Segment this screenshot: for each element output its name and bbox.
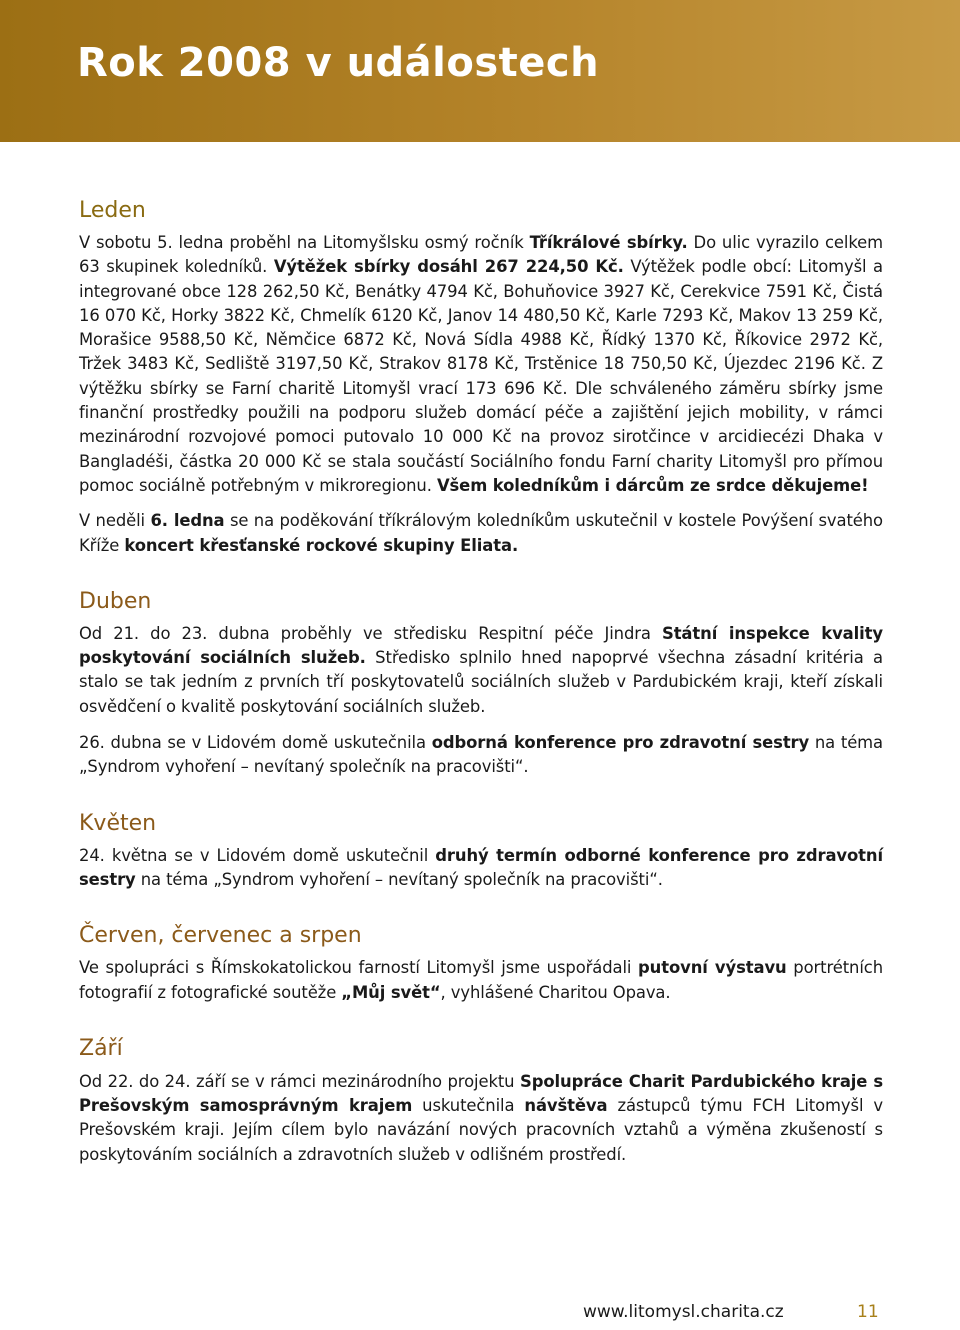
section-heading-cerven-cervenec-srpen: Červen, červenec a srpen bbox=[79, 923, 362, 949]
emphasis-text: Všem koledníkům i dárcům ze srdce děkujeme! bbox=[436, 475, 869, 495]
emphasis-text: koncert křesťanské rockové skupiny Eliata. bbox=[124, 535, 519, 555]
emphasis-text: druhý termín odborné konference pro zdravotní sestry bbox=[79, 845, 883, 889]
emphasis-text: putovní výstavu bbox=[638, 958, 787, 978]
title-banner bbox=[0, 0, 960, 142]
emphasis-text: Výtěžek sbírky dosáhl 267 224,50 Kč. bbox=[273, 257, 624, 277]
paragraph: Od 21. do 23. dubna proběhly ve středisku Respitní péče Jindra Státní inspekce kvality poskytování sociálních služeb. Středisko splnilo hned napoprvé všechna zásadní kritéria a stalo se tak jedním z prvních tří poskytovatelů sociálních služeb v Pardubickém kraji, kteří získali osvědčení o kvalitě poskytování sociálních služeb. bbox=[79, 623, 884, 716]
paragraph: 24. května se v Lidovém domě uskutečnil druhý termín odborné konference pro zdravotní sestry na téma „Syndrom vyhoření – nevítaný společník na pracovišti“. bbox=[79, 845, 883, 889]
emphasis-text: 6. ledna bbox=[150, 511, 225, 531]
paragraph: Ve spolupráci s Římskokatolickou farností Litomyšl jsme uspořádali putovní výstavu portrétních fotografií z fotografické soutěže „Můj svět“, vyhlášené Charitou Opava. bbox=[79, 958, 883, 1002]
paragraph: 26. dubna se v Lidovém domě uskutečnila odborná konference pro zdravotní sestry na téma „Syndrom vyhoření – nevítaný společník na pracovišti“. bbox=[79, 733, 883, 777]
paragraph: V sobotu 5. ledna proběhl na Litomyšlsku osmý ročník Tříkrálové sbírky. Do ulic vyrazilo celkem 63 skupinek koledníků. Výtěžek sbírky dosáhl 267 224,50 Kč. Výtěžek podle obcí: Litomyšl a integrované obce 128 262,50 Kč, Benátky 4794 Kč, Bohuňovice 3927 Kč, Cerekvice 7591 Kč, Čistá 16 070 Kč, Horky 3822 Kč, Chmelík 6120 Kč, Janov 14 480,50 Kč, Karle 7293 Kč, Makov 13 259 Kč, Morašice 9588,50 Kč, Němčice 6872 Kč, Nová Sídla 4988 Kč, Řídký 1370 Kč, Říkovice 2972 Kč, Tržek 3483 Kč, Sedliště 3197,50 Kč, Strakov 8178 Kč, Trstěnice 18 750,50 Kč, Újezdec 2196 Kč. Z výtěžku sbírky se Farní charitě Litomyšl vrací 173 696 Kč. Dle schváleného záměru sbírky jsme finanční prostředky použili na podporu služeb domácí péče a zajištění jejich mobility, v rámci mezinárodní rozvojové pomoci putovalo 10 000 Kč na provoz sirotčince v arcidiecézi Dhaka v Bangladéši, částka 20 000 Kč se stala součástí Sociálního fondu Farní charity Litomyšl pro přímou pomoc sociálně potřebným v mikroregionu. Všem koledníkům i dárcům ze srdce děkujeme! bbox=[79, 233, 883, 495]
emphasis-text: „Můj svět“ bbox=[341, 982, 441, 1002]
footer-website-url: www.litomysl.charita.cz bbox=[583, 1302, 784, 1322]
section-heading-leden: Leden bbox=[79, 198, 146, 223]
page-number: 11 bbox=[857, 1302, 879, 1322]
emphasis-text: návštěva bbox=[524, 1096, 608, 1116]
section-heading-zari: Září bbox=[79, 1035, 123, 1061]
page-title: Rok 2008 v událostech bbox=[77, 40, 600, 86]
emphasis-text: Státní inspekce kvality poskytování sociálních služeb. bbox=[79, 623, 883, 668]
paragraph: Od 22. do 24. září se v rámci mezinárodního projektu Spolupráce Charit Pardubického kraje s Prešovským samosprávným krajem uskutečnila návštěva zástupců týmu FCH Litomyšl v Prešovském kraji. Jejím cílem bylo navázání nových pracovních vztahů a výměna zkušeností s poskytováním sociálních a zdravotních služeb v odlišném prostředí. bbox=[79, 1071, 883, 1164]
emphasis-text: Spolupráce Charit Pardubického kraje s Prešovským samosprávným krajem bbox=[79, 1071, 883, 1116]
section-heading-kveten: Květen bbox=[79, 810, 157, 836]
section-heading-duben: Duben bbox=[79, 588, 152, 614]
emphasis-text: odborná konference pro zdravotní sestry bbox=[431, 733, 810, 753]
paragraph: V neděli 6. ledna se na poděkování tříkrálovým koledníkům uskutečnil v kostele Povýšení svatého Kříže koncert křesťanské rockové skupiny Eliata. bbox=[79, 511, 883, 555]
emphasis-text: Tříkrálové sbírky. bbox=[529, 233, 688, 252]
main-content bbox=[79, 196, 883, 1167]
